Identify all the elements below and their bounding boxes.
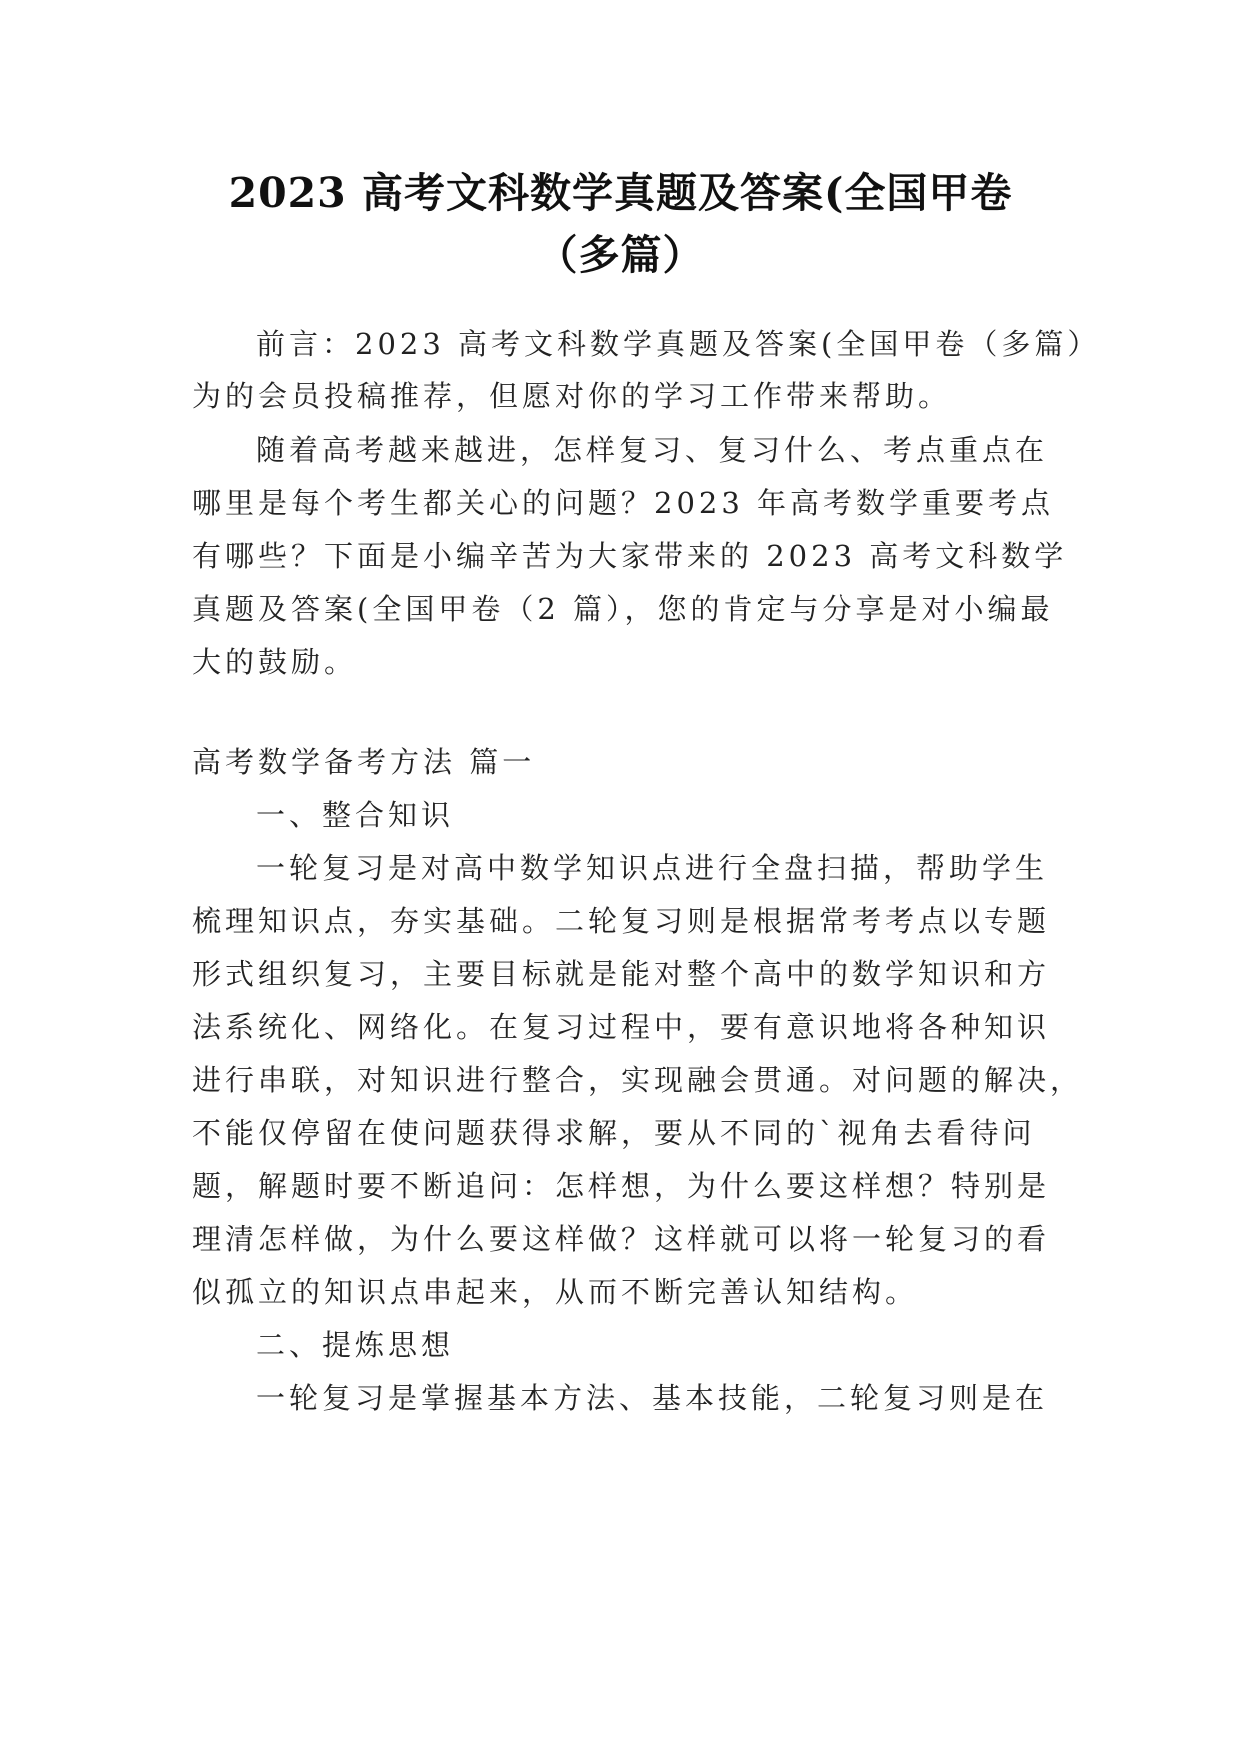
paragraph-line: 梳理知识点，夯实基础。二轮复习则是根据常考考点以专题 (192, 904, 1051, 938)
subsection-heading-1: 一、整合知识 (256, 798, 455, 832)
section-heading: 高考数学备考方法 篇一 (192, 745, 536, 779)
subsection-heading-2: 二、提炼思想 (256, 1328, 455, 1362)
paragraph-line: 一轮复习是掌握基本方法、基本技能，二轮复习则是在 (256, 1381, 1049, 1415)
intro-line: 有哪些？下面是小编辛苦为大家带来的 2023 高考文科数学 (192, 539, 1068, 573)
paragraph-line: 似孤立的知识点串起来，从而不断完善认知结构。 (192, 1275, 919, 1309)
paragraph-line: 一轮复习是对高中数学知识点进行全盘扫描，帮助学生 (256, 851, 1049, 885)
intro-line: 大的鼓励。 (192, 645, 358, 679)
intro-line: 真题及答案(全国甲卷（2 篇），您的肯定与分享是对小编最 (192, 592, 1054, 626)
paragraph-line: 理清怎样做，为什么要这样做？这样就可以将一轮复习的看 (192, 1222, 1051, 1256)
preface-line: 前言：2023 高考文科数学真题及答案(全国甲卷（多篇） (256, 327, 1101, 361)
paragraph-line: 形式组织复习，主要目标就是能对整个高中的数学知识和方 (192, 957, 1051, 991)
document-title-line-2: （多篇） (536, 231, 705, 279)
preface-line: 为的会员投稿推荐，但愿对你的学习工作带来帮助。 (192, 379, 952, 413)
document-title-line-1: 2023 高考文科数学真题及答案(全国甲卷 (228, 169, 1013, 217)
paragraph-line: 题，解题时要不断追问：怎样想，为什么要这样想？特别是 (192, 1169, 1051, 1203)
paragraph-line: 不能仅停留在使问题获得求解，要从不同的`视角去看待问 (192, 1116, 1036, 1150)
intro-line: 哪里是每个考生都关心的问题？2023 年高考数学重要考点 (192, 486, 1055, 520)
paragraph-line: 进行串联，对知识进行整合，实现融会贯通。对问题的解决， (192, 1063, 1084, 1097)
intro-line: 随着高考越来越进，怎样复习、复习什么、考点重点在 (256, 433, 1049, 467)
paragraph-line: 法系统化、网络化。在复习过程中，要有意识地将各种知识 (192, 1010, 1051, 1044)
